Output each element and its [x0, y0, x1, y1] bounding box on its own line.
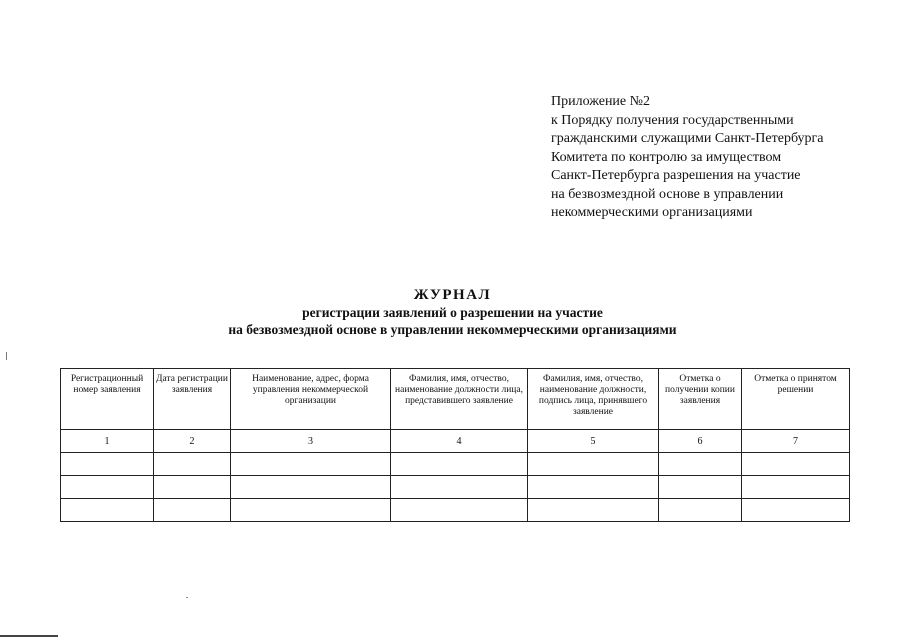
table-cell: [742, 453, 850, 476]
table-cell: [231, 476, 391, 499]
table-cell: [659, 476, 742, 499]
journal-subtitle-line-1: регистрации заявлений о разрешении на участие: [302, 305, 603, 320]
journal-heading: [0, 286, 905, 338]
column-number: 4: [391, 430, 528, 453]
table-cell: [659, 453, 742, 476]
journal-subtitle-line-2: на безвозмездной основе в управлении некоммерческими организациями: [228, 322, 677, 337]
table-cell: [154, 453, 231, 476]
column-header: Наименование, адрес, форма управления некоммерческой организации: [231, 369, 391, 430]
table-cell: [231, 499, 391, 522]
column-header: Фамилия, имя, отчество, наименование должности лица, представившего заявление: [391, 369, 528, 430]
appendix-line: Санкт-Петербурга разрешения на участие: [551, 168, 801, 183]
appendix-line: некоммерческими организациями: [551, 205, 753, 220]
table-cell: [742, 499, 850, 522]
table-cell: [154, 476, 231, 499]
column-number: 1: [61, 430, 154, 453]
appendix-line: на безвозмездной основе в управлении: [551, 186, 784, 202]
table-cell: [659, 499, 742, 522]
table-cell: [528, 499, 659, 522]
table-cell: [391, 476, 528, 499]
appendix-line: Комитета по контролю за имуществом: [551, 149, 782, 165]
table-row: [61, 476, 850, 499]
column-header: Отметка о получении копии заявления: [659, 369, 742, 430]
table-cell: [61, 476, 154, 499]
header-row: [61, 369, 850, 430]
journal-table: [60, 368, 850, 522]
column-number: 6: [659, 430, 742, 453]
column-header: Регистрационный номер заявления: [61, 369, 154, 430]
column-number: 2: [154, 430, 231, 453]
margin-mark: [6, 352, 7, 360]
column-header: Отметка о принятом решении: [742, 369, 850, 430]
table-cell: [61, 453, 154, 476]
appendix-line: Приложение №2: [551, 94, 650, 109]
table-row: [61, 499, 850, 522]
column-header: Фамилия, имя, отчество, наименование должности, подпись лица, принявшего заявление: [528, 369, 659, 430]
table-cell: [528, 453, 659, 476]
scan-artifact: [186, 597, 188, 598]
table-cell: [742, 476, 850, 499]
journal-title: ЖУРНАЛ: [413, 287, 492, 303]
column-number: 5: [528, 430, 659, 453]
column-number-row: [61, 430, 850, 453]
appendix-line: гражданскими служащими Санкт-Петербурга: [551, 131, 824, 146]
table-cell: [391, 499, 528, 522]
column-number: 3: [231, 430, 391, 453]
column-header: Дата регистрации заявления: [154, 369, 231, 430]
table-cell: [528, 476, 659, 499]
appendix-line: к Порядку получения государственными: [551, 112, 794, 128]
appendix-block: [551, 93, 881, 223]
table-cell: [231, 453, 391, 476]
table-row: [61, 453, 850, 476]
table-cell: [61, 499, 154, 522]
table-cell: [154, 499, 231, 522]
scan-edge-line: [0, 635, 58, 637]
column-number: 7: [742, 430, 850, 453]
table-cell: [391, 453, 528, 476]
